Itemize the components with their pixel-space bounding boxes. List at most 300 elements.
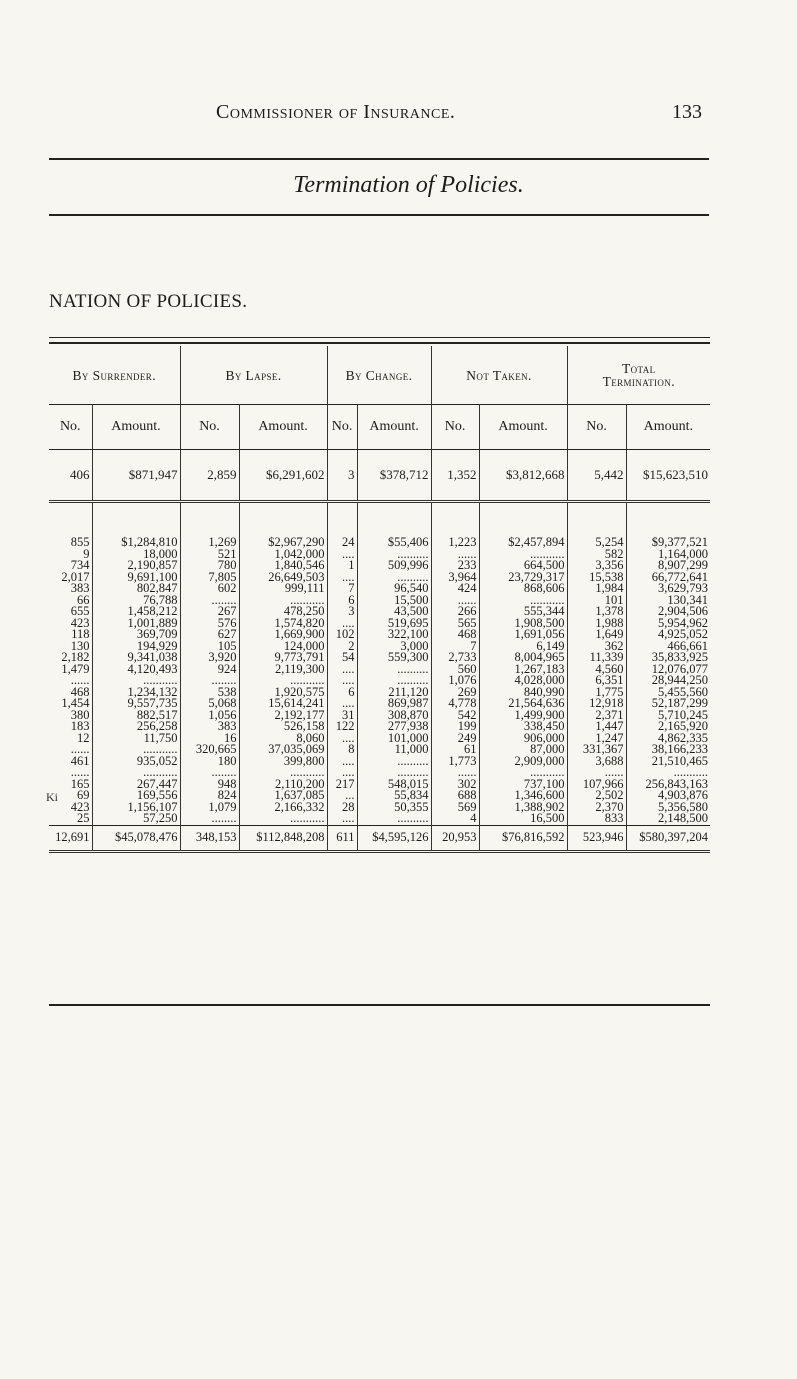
table-cell: 4,862,335 bbox=[658, 730, 709, 745]
table-cell: 780 bbox=[180, 560, 239, 572]
table-cell: 5,068 bbox=[180, 698, 239, 710]
table-cell: 737,100 bbox=[479, 779, 567, 791]
group-by-surrender: By Surrender. bbox=[49, 346, 180, 405]
table-cell: 102 bbox=[327, 629, 357, 641]
col-header-amount: Amount. bbox=[357, 405, 431, 450]
table-cell: 6,351 bbox=[567, 675, 626, 687]
table-cell: 9,341,038 bbox=[92, 652, 180, 664]
table-cell: .... bbox=[327, 549, 357, 561]
table-cell: 5,455,560 bbox=[658, 684, 709, 699]
col-header-amount: Amount. bbox=[479, 405, 567, 450]
table-cell: 5,254 bbox=[567, 537, 626, 549]
table-cell: ...... bbox=[49, 744, 92, 756]
total-cell: $4,595,126 bbox=[357, 825, 431, 851]
page-number: 133 bbox=[672, 101, 702, 123]
table-cell: 468 bbox=[49, 687, 92, 699]
table-cell: ........ bbox=[180, 675, 239, 687]
table-cell: 61 bbox=[431, 744, 479, 756]
total-cell: $45,078,476 bbox=[92, 825, 180, 851]
table-cell: 217 bbox=[327, 779, 357, 791]
table-cell: 50,355 bbox=[357, 802, 431, 814]
table-cell: 105 bbox=[180, 641, 239, 653]
table-cell: 423 bbox=[49, 618, 92, 630]
table-cell: $6,291,602 bbox=[239, 450, 327, 502]
table-cell: 1,388,902 bbox=[479, 802, 567, 814]
table-cell: 38,166,233 bbox=[651, 742, 709, 756]
table-cell: 69 bbox=[49, 790, 92, 802]
table-cell: ........... bbox=[92, 767, 180, 779]
table-cell: 3,000 bbox=[357, 641, 431, 653]
table-cell: 948 bbox=[180, 779, 239, 791]
table-cell: 3,356 bbox=[567, 560, 626, 572]
table-cell: $55,406 bbox=[357, 537, 431, 549]
table-cell: 5,442 bbox=[567, 450, 626, 502]
table-cell: 124,000 bbox=[239, 641, 327, 653]
total-cell: 348,153 bbox=[180, 825, 239, 851]
first-row bbox=[49, 450, 710, 502]
marginal-mark: Ki bbox=[46, 790, 58, 804]
table-cell: 9,691,100 bbox=[92, 572, 180, 584]
table-cell: 7,805 bbox=[180, 572, 239, 584]
table-cell: 602 bbox=[180, 583, 239, 595]
table-cell: 882,517 bbox=[92, 710, 180, 722]
table-cell: 1,079 bbox=[180, 802, 239, 814]
table-cell: 1 bbox=[327, 560, 357, 572]
table-cell: 935,052 bbox=[92, 756, 180, 768]
table-cell: 582 bbox=[567, 549, 626, 561]
table-cell: 15,500 bbox=[357, 595, 431, 607]
table-cell: 1,988 bbox=[567, 618, 626, 630]
table-cell: 180 bbox=[180, 756, 239, 768]
table-cell: ........... bbox=[239, 595, 327, 607]
table-cell: 560 bbox=[431, 664, 479, 676]
table-cell: 8,060 bbox=[239, 733, 327, 745]
table-cell: 824 bbox=[180, 790, 239, 802]
section-title: Termination of Policies. bbox=[293, 172, 524, 198]
col-header-no: No. bbox=[567, 405, 626, 450]
table-cell: 66 bbox=[49, 595, 92, 607]
table-cell: 76,788 bbox=[92, 595, 180, 607]
table-cell: 833 bbox=[567, 813, 626, 825]
table-cell: 118 bbox=[49, 629, 92, 641]
table-cell: 2,165,920 bbox=[658, 719, 709, 733]
table-cell: $3,812,668 bbox=[479, 450, 567, 502]
table-cell: .......... bbox=[357, 756, 431, 768]
table-cell: 1,447 bbox=[567, 721, 626, 733]
table-cell: 4,028,000 bbox=[479, 675, 567, 687]
table-cell: 183 bbox=[49, 721, 92, 733]
table-cell: 43,500 bbox=[357, 606, 431, 618]
table-cell: .... bbox=[327, 618, 357, 630]
table-cell: 1,056 bbox=[180, 710, 239, 722]
table-cell: 4,903,876 bbox=[658, 788, 709, 802]
table-cell: 130,341 bbox=[667, 592, 709, 607]
table-cell: 5,356,580 bbox=[658, 799, 709, 814]
table-cell: ........... bbox=[479, 767, 567, 779]
table-cell: 688 bbox=[431, 790, 479, 802]
table-cell: 2,182 bbox=[49, 652, 92, 664]
table-cell: $1,284,810 bbox=[92, 537, 180, 549]
col-header-no: No. bbox=[327, 405, 357, 450]
table-cell: 423 bbox=[49, 802, 92, 814]
table-cell: 399,800 bbox=[239, 756, 327, 768]
table-cell: 101,000 bbox=[357, 733, 431, 745]
table-cell: 16,500 bbox=[479, 813, 567, 825]
table-cell: 8,004,965 bbox=[479, 652, 567, 664]
table-cell: .... bbox=[327, 733, 357, 745]
table-cell: 1,164,000 bbox=[658, 546, 709, 561]
table-cell: 4,778 bbox=[431, 698, 479, 710]
table-cell: ........ bbox=[180, 767, 239, 779]
total-cell: 20,953 bbox=[431, 825, 479, 851]
table-cell: $378,712 bbox=[357, 450, 431, 502]
table-cell: 2,190,857 bbox=[92, 560, 180, 572]
table-cell: 734 bbox=[49, 560, 92, 572]
table-cell: 2,909,000 bbox=[479, 756, 567, 768]
spacer-row bbox=[49, 502, 710, 538]
table-cell: 269 bbox=[431, 687, 479, 699]
table-cell: ...... bbox=[431, 549, 479, 561]
table-cell: 1,574,820 bbox=[239, 618, 327, 630]
bottom-rule bbox=[49, 1004, 710, 1006]
table-cell: 96,540 bbox=[357, 583, 431, 595]
table-cell: .... bbox=[327, 664, 357, 676]
table-cell: 1,840,546 bbox=[239, 560, 327, 572]
group-by-change: By Change. bbox=[327, 346, 431, 405]
table-cell: 383 bbox=[49, 583, 92, 595]
table-cell: 66,772,641 bbox=[651, 569, 709, 584]
table-cell: 548,015 bbox=[357, 779, 431, 791]
group-not-taken: Not Taken. bbox=[431, 346, 567, 405]
table-cell: 16 bbox=[180, 733, 239, 745]
table-cell: 664,500 bbox=[479, 560, 567, 572]
table-cell: 2,110,200 bbox=[239, 779, 327, 791]
total-cell: 523,946 bbox=[567, 825, 626, 851]
table-cell: 999,111 bbox=[239, 583, 327, 595]
table-cell: ........... bbox=[239, 675, 327, 687]
table-body bbox=[49, 450, 710, 852]
table-cell: 2,017 bbox=[49, 572, 92, 584]
table-cell: .......... bbox=[357, 572, 431, 584]
table-cell: .... bbox=[327, 756, 357, 768]
table-cell: ........... bbox=[479, 595, 567, 607]
table-cell: ........... bbox=[239, 767, 327, 779]
table-cell: 101 bbox=[567, 595, 626, 607]
table-cell: 1,984 bbox=[567, 583, 626, 595]
group-by-lapse: By Lapse. bbox=[180, 346, 327, 405]
table-cell: .......... bbox=[357, 813, 431, 825]
table-cell: 5,954,962 bbox=[658, 615, 709, 630]
table-cell: 1,649 bbox=[567, 629, 626, 641]
col-header-no: No. bbox=[180, 405, 239, 450]
running-title: Commissioner of Insurance. bbox=[216, 101, 456, 123]
table-cell: 9,557,735 bbox=[92, 698, 180, 710]
table-cell: 308,870 bbox=[357, 710, 431, 722]
table-cell: 199 bbox=[431, 721, 479, 733]
table-cell: .... bbox=[327, 767, 357, 779]
table-cell: 302 bbox=[431, 779, 479, 791]
table-cell: 519,695 bbox=[357, 618, 431, 630]
table-cell: 1,076 bbox=[431, 675, 479, 687]
table-cell: 6 bbox=[327, 687, 357, 699]
table-top-rule-1 bbox=[49, 337, 710, 338]
table-cell: 369,709 bbox=[92, 629, 180, 641]
table-cell: 12,918 bbox=[567, 698, 626, 710]
total-cell: 611 bbox=[327, 825, 357, 851]
table-cell: .......... bbox=[357, 675, 431, 687]
table-cell: ........... bbox=[92, 675, 180, 687]
table-cell: 277,938 bbox=[357, 721, 431, 733]
column-header-row bbox=[49, 405, 710, 450]
table-cell: 26,649,503 bbox=[239, 572, 327, 584]
table-cell: 12 bbox=[49, 733, 92, 745]
table-cell: 4,925,052 bbox=[658, 627, 709, 641]
table-cell: 1,458,212 bbox=[92, 606, 180, 618]
table-cell: 1,920,575 bbox=[239, 687, 327, 699]
col-header-no: No. bbox=[49, 405, 92, 450]
table-cell: ........ bbox=[180, 595, 239, 607]
table-cell: $2,457,894 bbox=[479, 537, 567, 549]
table-cell: 559,300 bbox=[357, 652, 431, 664]
table-cell: 466,661 bbox=[667, 638, 709, 653]
table-cell: 31 bbox=[327, 710, 357, 722]
table-cell: 211,120 bbox=[357, 687, 431, 699]
table-cell: 2,502 bbox=[567, 790, 626, 802]
table-cell: 21,510,465 bbox=[651, 753, 709, 768]
table-cell: 1,479 bbox=[49, 664, 92, 676]
table-cell: 28,944,250 bbox=[651, 673, 709, 687]
table-cell: .......... bbox=[357, 549, 431, 561]
total-cell: 12,691 bbox=[49, 825, 92, 851]
table-cell: 5,710,245 bbox=[658, 707, 709, 722]
table-cell: 21,564,636 bbox=[479, 698, 567, 710]
table-cell: .......... bbox=[357, 664, 431, 676]
table-cell: 380 bbox=[49, 710, 92, 722]
table-cell: 655 bbox=[49, 606, 92, 618]
table-cell: 194,929 bbox=[92, 641, 180, 653]
table-cell: 1,908,500 bbox=[479, 618, 567, 630]
table-cell: ...... bbox=[49, 675, 92, 687]
total-cell: $76,816,592 bbox=[479, 825, 567, 851]
table-cell: .... bbox=[327, 698, 357, 710]
table-cell: 3,688 bbox=[567, 756, 626, 768]
col-header-amount: Amount. bbox=[92, 405, 180, 450]
table-cell: 267 bbox=[180, 606, 239, 618]
table-cell: ........... bbox=[479, 549, 567, 561]
total-row bbox=[49, 825, 710, 851]
table-cell: 627 bbox=[180, 629, 239, 641]
table-cell: .... bbox=[327, 675, 357, 687]
table-cell: 23,729,317 bbox=[479, 572, 567, 584]
table-cell: 2,370 bbox=[567, 802, 626, 814]
table-cell: .......... bbox=[357, 767, 431, 779]
table-cell: 3,629,793 bbox=[658, 581, 709, 595]
table-cell: ........... bbox=[92, 744, 180, 756]
table-cell: 924 bbox=[180, 664, 239, 676]
table-cell: 1,346,600 bbox=[479, 790, 567, 802]
table-cell: 855 bbox=[49, 537, 92, 549]
table-cell: 526,158 bbox=[239, 721, 327, 733]
table-cell: 1,156,107 bbox=[92, 802, 180, 814]
table-cell: 1,269 bbox=[180, 537, 239, 549]
table-cell: ...... bbox=[431, 595, 479, 607]
table-cell: 3 bbox=[327, 606, 357, 618]
table-cell: 1,234,132 bbox=[92, 687, 180, 699]
table-cell: 1,042,000 bbox=[239, 549, 327, 561]
termination-table bbox=[49, 346, 710, 853]
table-cell: 2,371 bbox=[567, 710, 626, 722]
col-header-no: No. bbox=[431, 405, 479, 450]
table-cell: 538 bbox=[180, 687, 239, 699]
table-cell: 266 bbox=[431, 606, 479, 618]
table-cell: $15,623,510 bbox=[626, 450, 710, 502]
table-cell: 1,352 bbox=[431, 450, 479, 502]
table-row bbox=[49, 813, 710, 825]
table-cell: 4 bbox=[431, 813, 479, 825]
table-cell: 12,076,077 bbox=[651, 661, 709, 676]
table-cell: 331,367 bbox=[567, 744, 626, 756]
table-cell: 11,000 bbox=[357, 744, 431, 756]
table-cell: 2,904,506 bbox=[658, 604, 709, 618]
table-cell: 15,538 bbox=[567, 572, 626, 584]
table-cell: 52,187,299 bbox=[651, 696, 709, 710]
table-cell: 555,344 bbox=[479, 606, 567, 618]
table-cell: 509,996 bbox=[357, 560, 431, 572]
table-cell: 1,773 bbox=[431, 756, 479, 768]
table-cell: 840,990 bbox=[479, 687, 567, 699]
table-cell: 478,250 bbox=[239, 606, 327, 618]
table-top-rule-2 bbox=[49, 342, 710, 344]
table-cell: 7 bbox=[327, 583, 357, 595]
table-cell: 1,669,900 bbox=[239, 629, 327, 641]
table-cell: 9,773,791 bbox=[239, 652, 327, 664]
table-cell: $871,947 bbox=[92, 450, 180, 502]
table-cell: 1,499,900 bbox=[479, 710, 567, 722]
table-cell: 1,454 bbox=[49, 698, 92, 710]
table-cell: 802,847 bbox=[92, 583, 180, 595]
table-cell: 8,907,299 bbox=[658, 558, 709, 572]
table-cell: 8 bbox=[327, 744, 357, 756]
table-cell: 383 bbox=[180, 721, 239, 733]
table-cell: 2,859 bbox=[180, 450, 239, 502]
table-cell: 362 bbox=[567, 641, 626, 653]
table-cell: ...... bbox=[431, 767, 479, 779]
table-cell: 24 bbox=[327, 537, 357, 549]
table-cell: 169,556 bbox=[92, 790, 180, 802]
table-cell: $2,967,290 bbox=[239, 537, 327, 549]
table-cell: 107,966 bbox=[567, 779, 626, 791]
table-cell: ...... bbox=[567, 767, 626, 779]
table-cell: 906,000 bbox=[479, 733, 567, 745]
table-cell: 2,148,500 bbox=[658, 811, 709, 825]
table-cell: 576 bbox=[180, 618, 239, 630]
table-cell: 1,775 bbox=[567, 687, 626, 699]
table-cell: 1,247 bbox=[567, 733, 626, 745]
table-cell: .... bbox=[327, 572, 357, 584]
table-cell: 233 bbox=[431, 560, 479, 572]
table-cell: 249 bbox=[431, 733, 479, 745]
table-cell: 256,843,163 bbox=[645, 776, 709, 791]
table-cell: 165 bbox=[49, 779, 92, 791]
table-cell: 1,691,056 bbox=[479, 629, 567, 641]
table-cell: 130 bbox=[49, 641, 92, 653]
table-cell: 542 bbox=[431, 710, 479, 722]
table-cell: 87,000 bbox=[479, 744, 567, 756]
table-cell: 565 bbox=[431, 618, 479, 630]
table-cell: 322,100 bbox=[357, 629, 431, 641]
table-cell: 569 bbox=[431, 802, 479, 814]
table-cell: 468 bbox=[431, 629, 479, 641]
col-header-amount: Amount. bbox=[239, 405, 327, 450]
table-cell: 6 bbox=[327, 595, 357, 607]
table-cell: 2,166,332 bbox=[239, 802, 327, 814]
page-header bbox=[0, 101, 797, 131]
table-cell: 11,750 bbox=[92, 733, 180, 745]
table-cell: 18,000 bbox=[92, 549, 180, 561]
table-cell: 338,450 bbox=[479, 721, 567, 733]
table-cell: 256,258 bbox=[92, 721, 180, 733]
table-cell: ........... bbox=[239, 813, 327, 825]
table-cell: 267,447 bbox=[92, 779, 180, 791]
table-cell: 1,001,889 bbox=[92, 618, 180, 630]
table-cell: 122 bbox=[327, 721, 357, 733]
table-cell: 461 bbox=[49, 756, 92, 768]
table-cell: 57,250 bbox=[92, 813, 180, 825]
header-rule bbox=[49, 158, 709, 160]
table-cell: 37,035,069 bbox=[239, 744, 327, 756]
col-header-amount: Amount. bbox=[626, 405, 710, 450]
table-cell: 2 bbox=[327, 641, 357, 653]
table-cell: 15,614,241 bbox=[239, 698, 327, 710]
table-cell: 4,120,493 bbox=[92, 664, 180, 676]
table-cell: 2,192,177 bbox=[239, 710, 327, 722]
table-cell: 2,119,300 bbox=[239, 664, 327, 676]
table-cell: 1,267,183 bbox=[479, 664, 567, 676]
table-cell: 28 bbox=[327, 802, 357, 814]
table-cell: 9 bbox=[49, 549, 92, 561]
table-cell: 54 bbox=[327, 652, 357, 664]
table-cell: 4,560 bbox=[567, 664, 626, 676]
table-cell: 868,606 bbox=[479, 583, 567, 595]
table-cell: ........... bbox=[673, 765, 709, 779]
table-cell: .... bbox=[327, 813, 357, 825]
table-cell: 11,339 bbox=[567, 652, 626, 664]
table-cell: 3,964 bbox=[431, 572, 479, 584]
table-cell: 869,987 bbox=[357, 698, 431, 710]
table-cell: 3 bbox=[327, 450, 357, 502]
group-total-termination: Total Termination. bbox=[602, 361, 675, 389]
table-cell: $9,377,521 bbox=[651, 535, 709, 549]
total-cell: $112,848,208 bbox=[239, 825, 327, 851]
table-cell: 7 bbox=[431, 641, 479, 653]
table-cell: 320,665 bbox=[180, 744, 239, 756]
table-cell: 1,378 bbox=[567, 606, 626, 618]
table-cell: 35,833,925 bbox=[651, 650, 709, 664]
table-cell: 406 bbox=[49, 450, 92, 502]
table-cell: 1,223 bbox=[431, 537, 479, 549]
section-rule bbox=[49, 214, 709, 216]
table-cell: ...... bbox=[49, 767, 92, 779]
table-cell: 1,637,085 bbox=[239, 790, 327, 802]
table-cell: ........ bbox=[180, 813, 239, 825]
table-cell: 424 bbox=[431, 583, 479, 595]
table-cell: 6,149 bbox=[479, 641, 567, 653]
table-cell: ... bbox=[327, 790, 357, 802]
total-cell: $580,397,204 bbox=[626, 825, 710, 851]
table-cell: 55,834 bbox=[357, 790, 431, 802]
table-subtitle: NATION OF POLICIES. bbox=[49, 291, 248, 312]
table-cell: 521 bbox=[180, 549, 239, 561]
